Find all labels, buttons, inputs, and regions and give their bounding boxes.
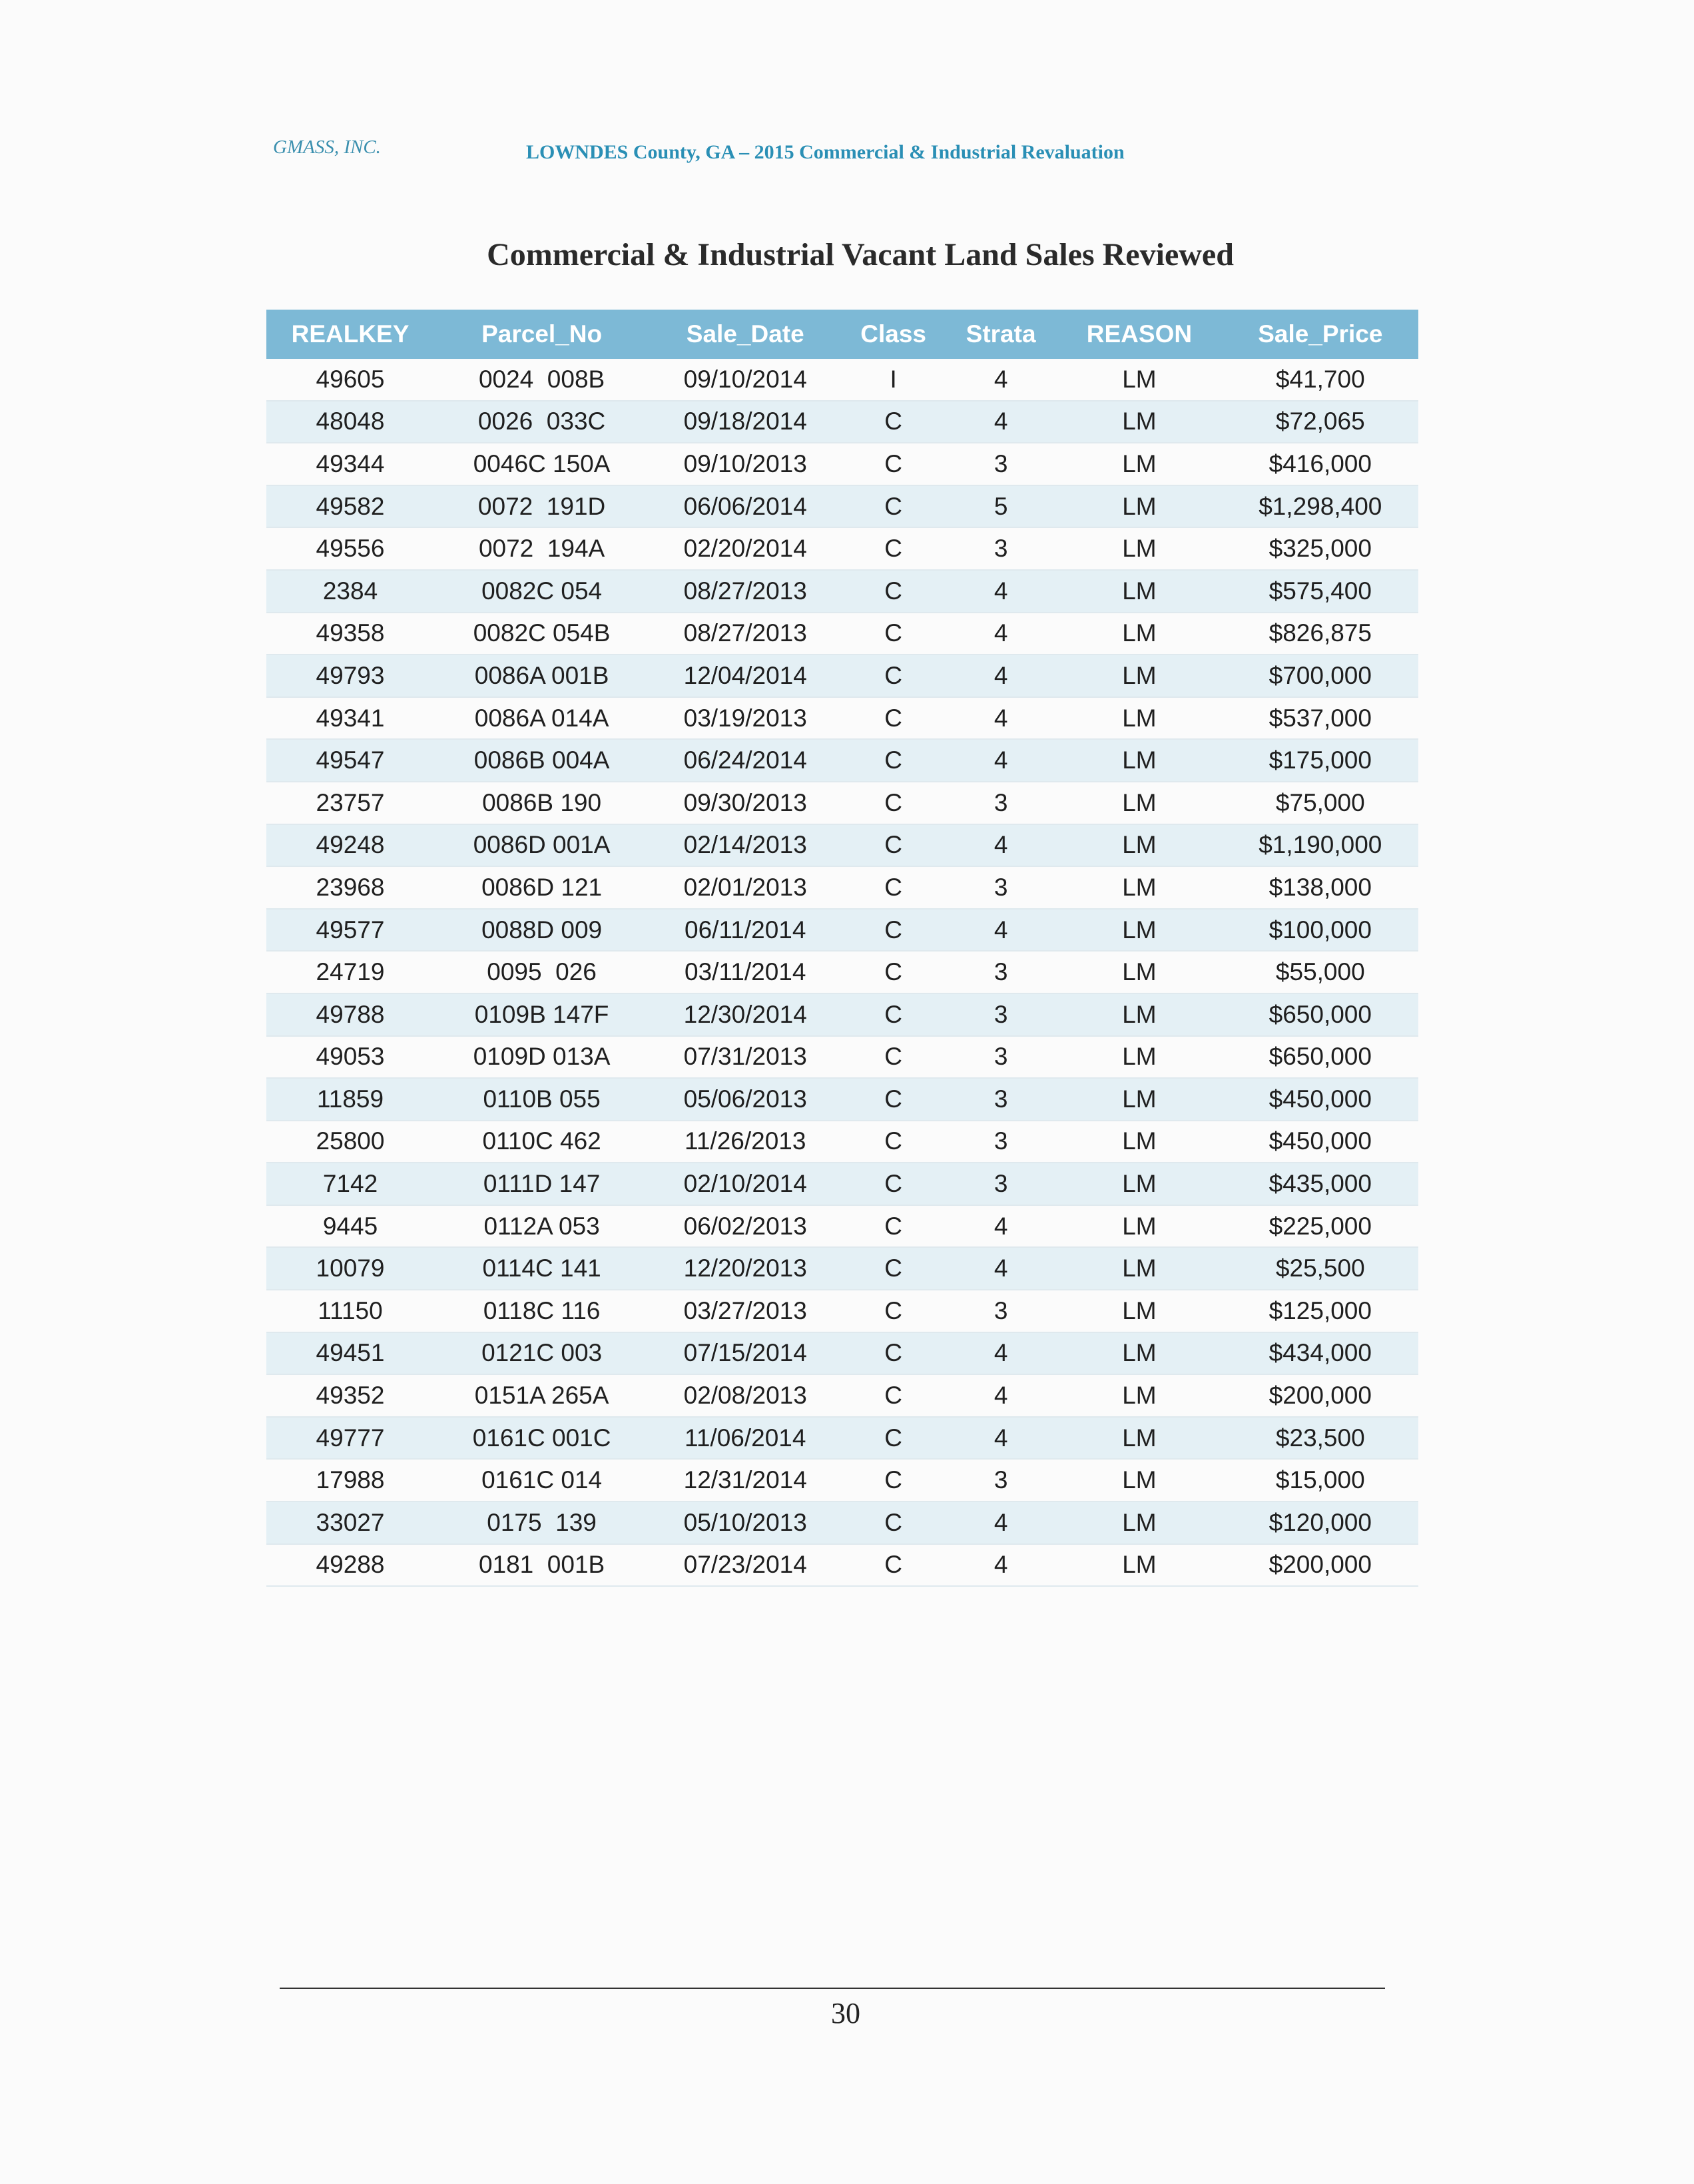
cell-class: C	[841, 1417, 946, 1460]
cell-sale-date: 06/02/2013	[649, 1205, 841, 1248]
cell-class: C	[841, 485, 946, 528]
cell-reason: LM	[1056, 655, 1222, 697]
cell-reason: LM	[1056, 570, 1222, 613]
cell-strata: 4	[946, 359, 1056, 401]
cell-sale-date: 09/18/2014	[649, 401, 841, 443]
cell-sale-price: $200,000	[1223, 1374, 1418, 1417]
cell-sale-date: 08/27/2013	[649, 613, 841, 655]
cell-strata: 3	[946, 1163, 1056, 1205]
column-header-sale-date: Sale_Date	[649, 310, 841, 359]
cell-realkey: 49577	[266, 909, 434, 952]
cell-reason: LM	[1056, 359, 1222, 401]
cell-realkey: 11859	[266, 1078, 434, 1121]
cell-class: C	[841, 655, 946, 697]
cell-sale-date: 05/10/2013	[649, 1502, 841, 1544]
cell-sale-date: 06/24/2014	[649, 739, 841, 782]
table-row	[266, 1544, 1418, 1587]
cell-parcel-no: 0088D 009	[434, 909, 649, 952]
table-row	[266, 782, 1418, 824]
cell-realkey: 23757	[266, 782, 434, 824]
cell-strata: 4	[946, 1374, 1056, 1417]
table-row	[266, 613, 1418, 655]
cell-realkey: 49248	[266, 824, 434, 867]
cell-strata: 4	[946, 739, 1056, 782]
cell-reason: LM	[1056, 909, 1222, 952]
cell-sale-price: $55,000	[1223, 951, 1418, 993]
cell-class: C	[841, 1374, 946, 1417]
cell-parcel-no: 0046C 150A	[434, 443, 649, 485]
cell-strata: 4	[946, 1502, 1056, 1544]
cell-class: C	[841, 1290, 946, 1332]
cell-parcel-no: 0112A 053	[434, 1205, 649, 1248]
table-row	[266, 1247, 1418, 1290]
cell-realkey: 11150	[266, 1290, 434, 1332]
cell-sale-price: $575,400	[1223, 570, 1418, 613]
cell-reason: LM	[1056, 1036, 1222, 1079]
cell-strata: 4	[946, 613, 1056, 655]
column-header-realkey: REALKEY	[266, 310, 434, 359]
table-row	[266, 401, 1418, 443]
table-body	[266, 359, 1418, 1586]
cell-sale-date: 12/30/2014	[649, 993, 841, 1036]
cell-sale-date: 09/10/2013	[649, 443, 841, 485]
cell-realkey: 49451	[266, 1332, 434, 1375]
cell-sale-price: $650,000	[1223, 1036, 1418, 1079]
cell-class: C	[841, 1544, 946, 1587]
cell-strata: 4	[946, 655, 1056, 697]
cell-parcel-no: 0082C 054	[434, 570, 649, 613]
company-name: GMASS, INC.	[273, 136, 381, 158]
cell-class: C	[841, 1459, 946, 1502]
table-row	[266, 485, 1418, 528]
cell-sale-date: 05/06/2013	[649, 1078, 841, 1121]
cell-sale-price: $700,000	[1223, 655, 1418, 697]
cell-reason: LM	[1056, 1121, 1222, 1163]
cell-reason: LM	[1056, 1374, 1222, 1417]
cell-strata: 3	[946, 1036, 1056, 1079]
cell-reason: LM	[1056, 866, 1222, 909]
cell-reason: LM	[1056, 1205, 1222, 1248]
cell-realkey: 33027	[266, 1502, 434, 1544]
page-number	[0, 1996, 1694, 2030]
cell-realkey: 25800	[266, 1121, 434, 1163]
cell-sale-price: $72,065	[1223, 401, 1418, 443]
cell-parcel-no: 0072 194A	[434, 527, 649, 570]
cell-reason: LM	[1056, 527, 1222, 570]
table-row	[266, 866, 1418, 909]
cell-parcel-no: 0086D 001A	[434, 824, 649, 867]
page-title-text: Commercial & Industrial Vacant Land Sales Reviewed	[487, 237, 1234, 272]
cell-realkey: 49288	[266, 1544, 434, 1587]
cell-realkey: 49788	[266, 993, 434, 1036]
page-number-text: 30	[831, 1997, 860, 2030]
cell-sale-date: 09/30/2013	[649, 782, 841, 824]
table-row	[266, 697, 1418, 740]
cell-reason: LM	[1056, 782, 1222, 824]
cell-strata: 3	[946, 782, 1056, 824]
cell-class: C	[841, 527, 946, 570]
cell-reason: LM	[1056, 824, 1222, 867]
cell-sale-date: 12/31/2014	[649, 1459, 841, 1502]
cell-sale-date: 06/06/2014	[649, 485, 841, 528]
cell-class: C	[841, 739, 946, 782]
cell-realkey: 17988	[266, 1459, 434, 1502]
cell-strata: 4	[946, 401, 1056, 443]
cell-reason: LM	[1056, 993, 1222, 1036]
cell-sale-date: 06/11/2014	[649, 909, 841, 952]
cell-parcel-no: 0175 139	[434, 1502, 649, 1544]
table-row	[266, 739, 1418, 782]
cell-parcel-no: 0118C 116	[434, 1290, 649, 1332]
cell-parcel-no: 0181 001B	[434, 1544, 649, 1587]
cell-parcel-no: 0121C 003	[434, 1332, 649, 1375]
cell-parcel-no: 0086B 004A	[434, 739, 649, 782]
cell-class: C	[841, 1036, 946, 1079]
cell-reason: LM	[1056, 1247, 1222, 1290]
cell-realkey: 49556	[266, 527, 434, 570]
cell-realkey: 49605	[266, 359, 434, 401]
cell-sale-price: $41,700	[1223, 359, 1418, 401]
cell-sale-price: $650,000	[1223, 993, 1418, 1036]
cell-sale-date: 03/19/2013	[649, 697, 841, 740]
cell-reason: LM	[1056, 1078, 1222, 1121]
cell-sale-price: $75,000	[1223, 782, 1418, 824]
cell-reason: LM	[1056, 443, 1222, 485]
cell-parcel-no: 0114C 141	[434, 1247, 649, 1290]
cell-sale-date: 02/08/2013	[649, 1374, 841, 1417]
table-row	[266, 1078, 1418, 1121]
cell-class: C	[841, 1163, 946, 1205]
page-title	[0, 236, 1694, 273]
cell-reason: LM	[1056, 951, 1222, 993]
cell-sale-date: 09/10/2014	[649, 359, 841, 401]
cell-reason: LM	[1056, 1417, 1222, 1460]
cell-reason: LM	[1056, 1290, 1222, 1332]
cell-strata: 3	[946, 993, 1056, 1036]
cell-sale-price: $1,298,400	[1223, 485, 1418, 528]
table-row	[266, 570, 1418, 613]
column-header-sale-price: Sale_Price	[1223, 310, 1418, 359]
cell-strata: 3	[946, 1121, 1056, 1163]
cell-reason: LM	[1056, 485, 1222, 528]
table-row	[266, 1121, 1418, 1163]
cell-strata: 5	[946, 485, 1056, 528]
table-header-row	[266, 310, 1418, 359]
table-row	[266, 824, 1418, 867]
cell-parcel-no: 0151A 265A	[434, 1374, 649, 1417]
cell-parcel-no: 0161C 014	[434, 1459, 649, 1502]
cell-sale-price: $435,000	[1223, 1163, 1418, 1205]
table-row	[266, 993, 1418, 1036]
cell-sale-date: 02/10/2014	[649, 1163, 841, 1205]
cell-realkey: 49547	[266, 739, 434, 782]
cell-sale-price: $450,000	[1223, 1121, 1418, 1163]
cell-reason: LM	[1056, 613, 1222, 655]
cell-sale-price: $416,000	[1223, 443, 1418, 485]
cell-class: C	[841, 951, 946, 993]
cell-parcel-no: 0110B 055	[434, 1078, 649, 1121]
cell-class: C	[841, 401, 946, 443]
cell-sale-price: $175,000	[1223, 739, 1418, 782]
cell-strata: 4	[946, 1247, 1056, 1290]
sales-table	[266, 310, 1418, 1587]
table-row	[266, 1036, 1418, 1079]
cell-sale-price: $225,000	[1223, 1205, 1418, 1248]
cell-sale-price: $25,500	[1223, 1247, 1418, 1290]
column-header-parcel-no: Parcel_No	[434, 310, 649, 359]
cell-class: C	[841, 1502, 946, 1544]
cell-class: I	[841, 359, 946, 401]
table-row	[266, 359, 1418, 401]
cell-parcel-no: 0110C 462	[434, 1121, 649, 1163]
cell-sale-date: 12/20/2013	[649, 1247, 841, 1290]
cell-parcel-no: 0026 033C	[434, 401, 649, 443]
cell-sale-date: 07/23/2014	[649, 1544, 841, 1587]
cell-sale-date: 02/01/2013	[649, 866, 841, 909]
table-row	[266, 655, 1418, 697]
cell-sale-date: 08/27/2013	[649, 570, 841, 613]
table-row	[266, 1205, 1418, 1248]
cell-class: C	[841, 697, 946, 740]
cell-strata: 4	[946, 697, 1056, 740]
cell-realkey: 24719	[266, 951, 434, 993]
cell-realkey: 49582	[266, 485, 434, 528]
table-row	[266, 1332, 1418, 1375]
cell-parcel-no: 0024 008B	[434, 359, 649, 401]
cell-sale-date: 03/11/2014	[649, 951, 841, 993]
cell-sale-date: 12/04/2014	[649, 655, 841, 697]
cell-sale-date: 11/06/2014	[649, 1417, 841, 1460]
cell-reason: LM	[1056, 697, 1222, 740]
cell-sale-price: $100,000	[1223, 909, 1418, 952]
cell-class: C	[841, 613, 946, 655]
cell-strata: 3	[946, 951, 1056, 993]
cell-parcel-no: 0086B 190	[434, 782, 649, 824]
cell-realkey: 49358	[266, 613, 434, 655]
cell-sale-price: $120,000	[1223, 1502, 1418, 1544]
column-header-strata: Strata	[946, 310, 1056, 359]
cell-realkey: 49352	[266, 1374, 434, 1417]
cell-strata: 3	[946, 1078, 1056, 1121]
cell-class: C	[841, 1121, 946, 1163]
table-row	[266, 951, 1418, 993]
cell-parcel-no: 0109D 013A	[434, 1036, 649, 1079]
cell-realkey: 49053	[266, 1036, 434, 1079]
cell-parcel-no: 0109B 147F	[434, 993, 649, 1036]
table-row	[266, 1163, 1418, 1205]
cell-parcel-no: 0161C 001C	[434, 1417, 649, 1460]
cell-sale-date: 11/26/2013	[649, 1121, 841, 1163]
cell-sale-price: $125,000	[1223, 1290, 1418, 1332]
cell-class: C	[841, 570, 946, 613]
cell-strata: 4	[946, 1205, 1056, 1248]
column-header-reason: REASON	[1056, 310, 1222, 359]
column-header-class: Class	[841, 310, 946, 359]
cell-class: C	[841, 1205, 946, 1248]
cell-strata: 3	[946, 1290, 1056, 1332]
cell-realkey: 49793	[266, 655, 434, 697]
cell-parcel-no: 0072 191D	[434, 485, 649, 528]
cell-strata: 4	[946, 824, 1056, 867]
cell-strata: 3	[946, 866, 1056, 909]
cell-reason: LM	[1056, 1502, 1222, 1544]
cell-realkey: 49777	[266, 1417, 434, 1460]
cell-class: C	[841, 824, 946, 867]
cell-parcel-no: 0111D 147	[434, 1163, 649, 1205]
cell-realkey: 9445	[266, 1205, 434, 1248]
cell-sale-price: $537,000	[1223, 697, 1418, 740]
cell-strata: 4	[946, 570, 1056, 613]
cell-sale-price: $325,000	[1223, 527, 1418, 570]
cell-strata: 4	[946, 909, 1056, 952]
cell-strata: 4	[946, 1332, 1056, 1375]
cell-sale-date: 02/20/2014	[649, 527, 841, 570]
cell-parcel-no: 0086D 121	[434, 866, 649, 909]
cell-sale-date: 03/27/2013	[649, 1290, 841, 1332]
cell-reason: LM	[1056, 739, 1222, 782]
cell-sale-date: 07/31/2013	[649, 1036, 841, 1079]
cell-reason: LM	[1056, 1544, 1222, 1587]
cell-strata: 3	[946, 443, 1056, 485]
cell-sale-price: $200,000	[1223, 1544, 1418, 1587]
cell-sale-price: $138,000	[1223, 866, 1418, 909]
cell-class: C	[841, 909, 946, 952]
cell-sale-price: $450,000	[1223, 1078, 1418, 1121]
table-row	[266, 1290, 1418, 1332]
cell-parcel-no: 0086A 014A	[434, 697, 649, 740]
table-row	[266, 443, 1418, 485]
cell-sale-price: $23,500	[1223, 1417, 1418, 1460]
table-row	[266, 1417, 1418, 1460]
cell-parcel-no: 0095 026	[434, 951, 649, 993]
cell-reason: LM	[1056, 1163, 1222, 1205]
cell-strata: 4	[946, 1544, 1056, 1587]
cell-sale-price: $434,000	[1223, 1332, 1418, 1375]
cell-class: C	[841, 866, 946, 909]
table-row	[266, 1459, 1418, 1502]
cell-sale-date: 02/14/2013	[649, 824, 841, 867]
cell-class: C	[841, 993, 946, 1036]
cell-strata: 4	[946, 1417, 1056, 1460]
cell-class: C	[841, 1247, 946, 1290]
table-row	[266, 1502, 1418, 1544]
cell-reason: LM	[1056, 1459, 1222, 1502]
table-row	[266, 527, 1418, 570]
table-row	[266, 1374, 1418, 1417]
cell-class: C	[841, 1078, 946, 1121]
cell-realkey: 49344	[266, 443, 434, 485]
cell-sale-price: $15,000	[1223, 1459, 1418, 1502]
cell-parcel-no: 0086A 001B	[434, 655, 649, 697]
footer-divider	[280, 1988, 1385, 1989]
cell-sale-price: $826,875	[1223, 613, 1418, 655]
cell-realkey: 10079	[266, 1247, 434, 1290]
cell-realkey: 48048	[266, 401, 434, 443]
cell-reason: LM	[1056, 1332, 1222, 1375]
cell-class: C	[841, 1332, 946, 1375]
running-header-title: LOWNDES County, GA – 2015 Commercial & Industrial Revaluation	[526, 141, 1125, 163]
cell-realkey: 7142	[266, 1163, 434, 1205]
cell-realkey: 23968	[266, 866, 434, 909]
cell-class: C	[841, 782, 946, 824]
cell-class: C	[841, 443, 946, 485]
cell-realkey: 49341	[266, 697, 434, 740]
cell-parcel-no: 0082C 054B	[434, 613, 649, 655]
cell-realkey: 2384	[266, 570, 434, 613]
cell-strata: 3	[946, 1459, 1056, 1502]
cell-reason: LM	[1056, 401, 1222, 443]
cell-sale-date: 07/15/2014	[649, 1332, 841, 1375]
cell-strata: 3	[946, 527, 1056, 570]
table-row	[266, 909, 1418, 952]
cell-sale-price: $1,190,000	[1223, 824, 1418, 867]
